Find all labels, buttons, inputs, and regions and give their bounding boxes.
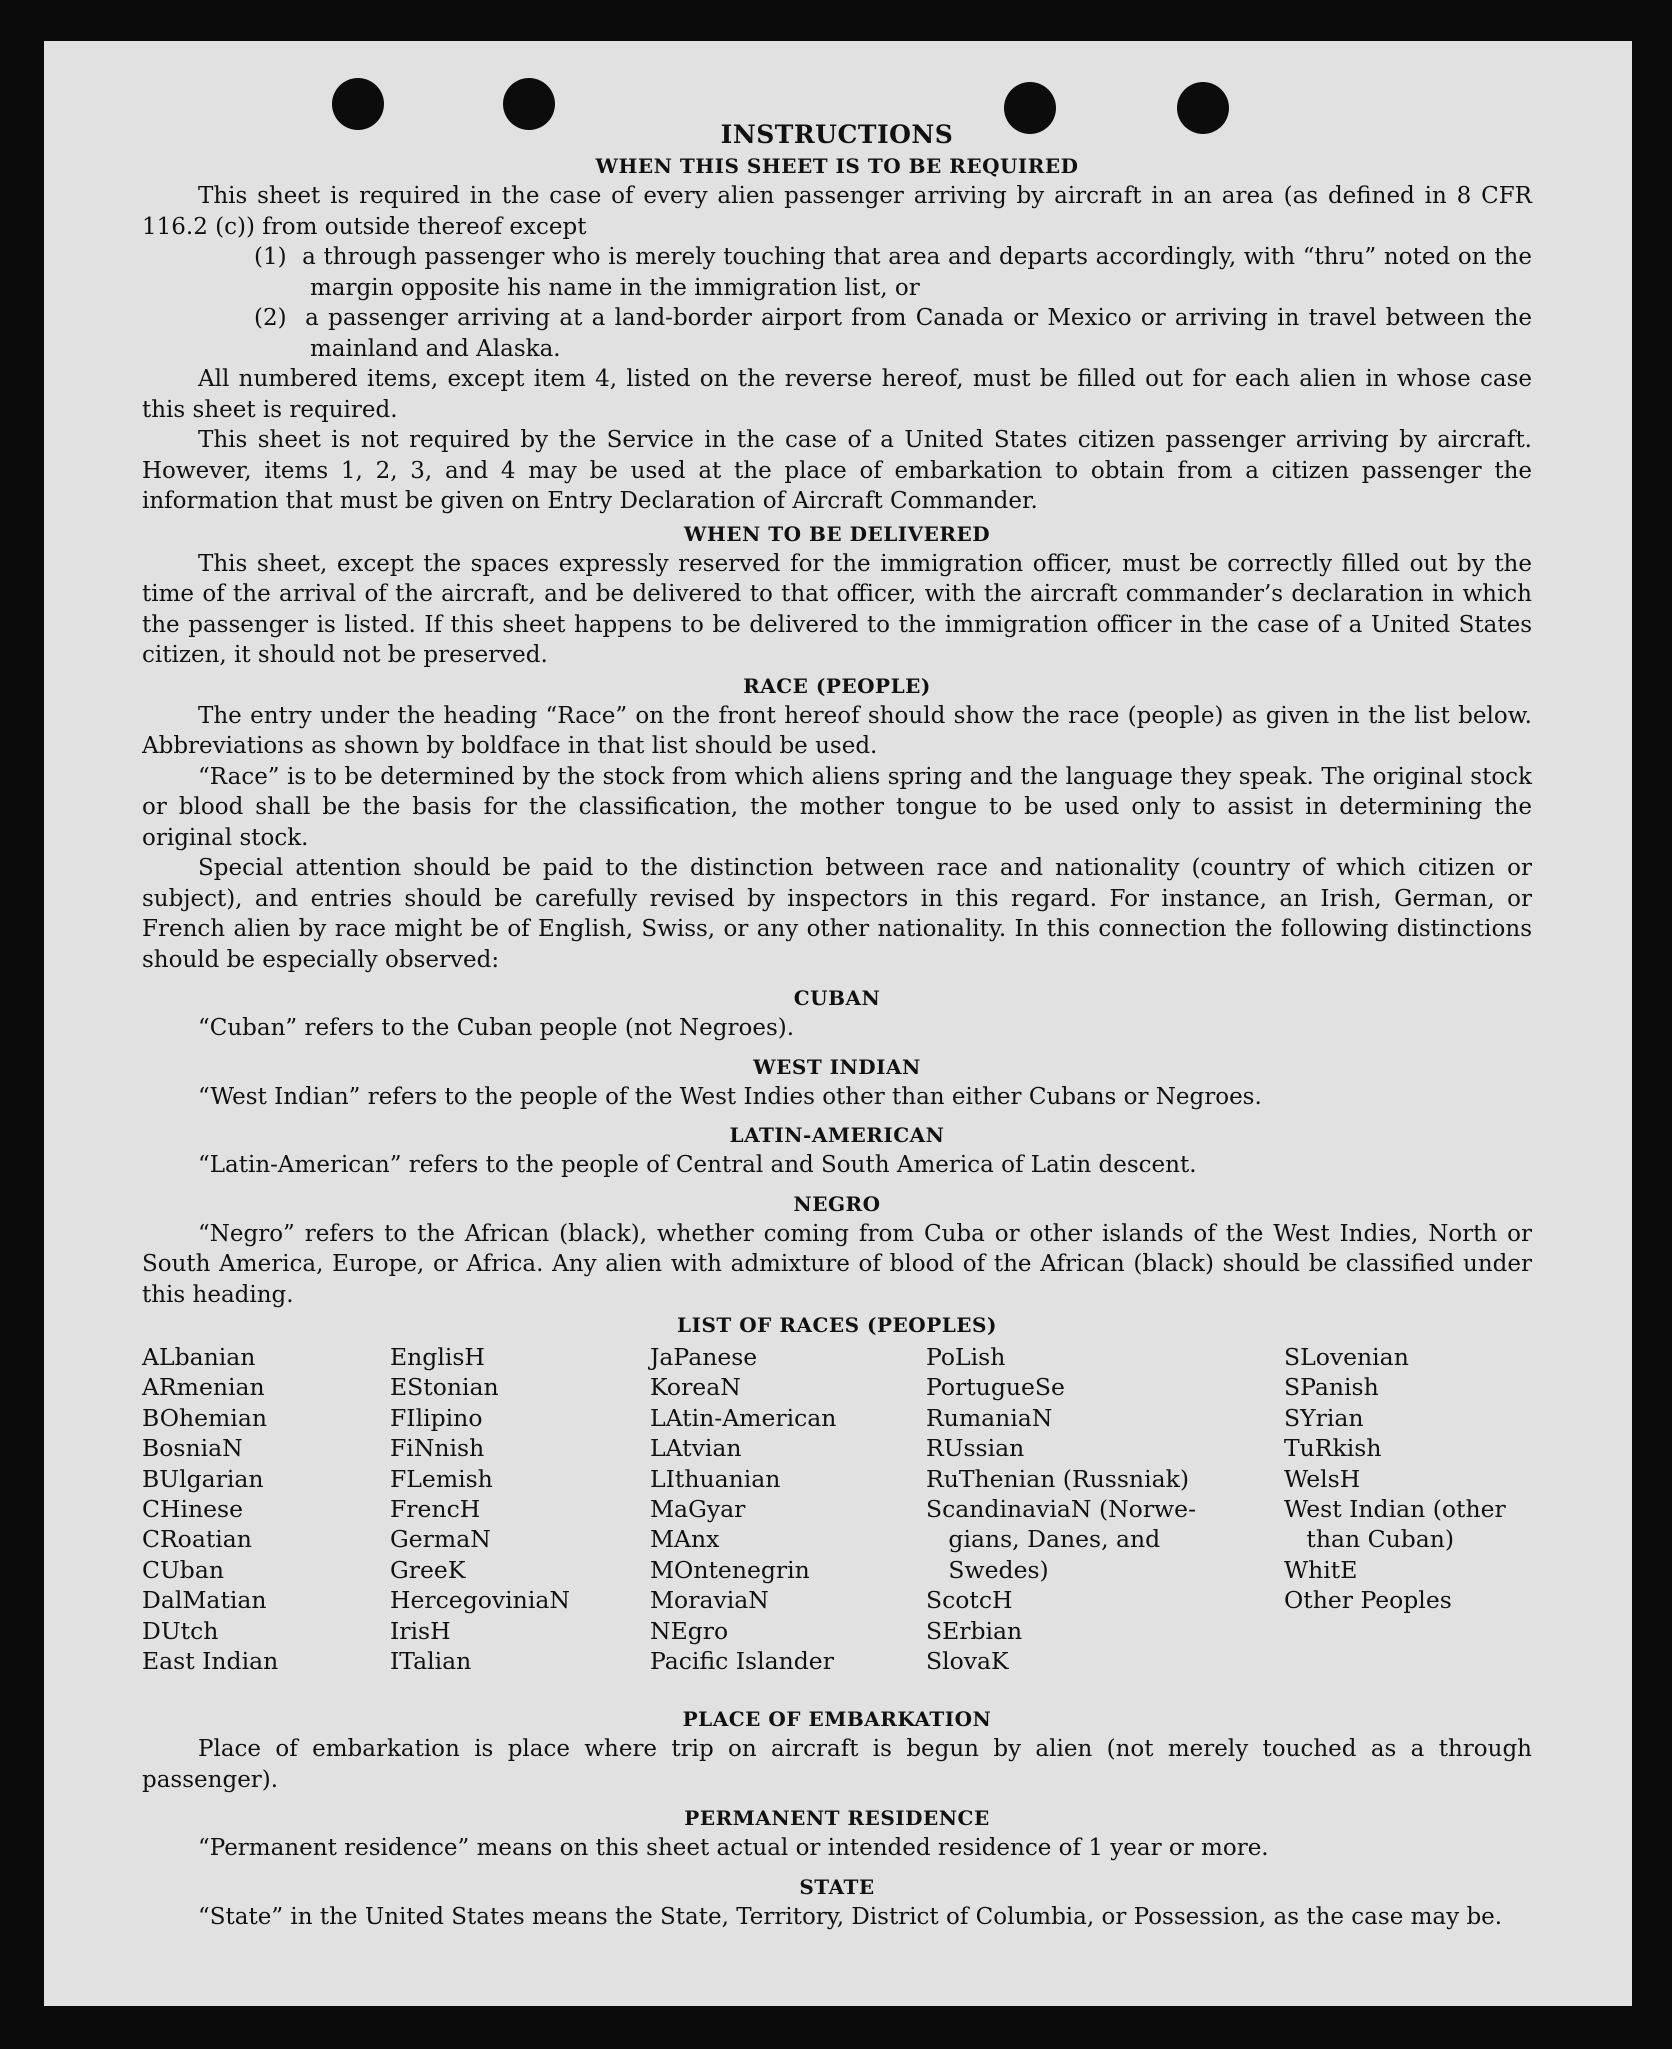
negro-text: “Negro” refers to the African (black), whether coming from Cuba or other islands of the West Indies, North or South America, Europe, or Africa. Any alien with admixture of blood of the African (black) should be classified under this heading. [142, 1220, 1532, 1308]
race-entry: DUtch [142, 1616, 219, 1645]
race-entry: SLovenian [1284, 1343, 1409, 1371]
required-intro: This sheet is required in the case of every alien passenger arriving by aircraft in an area (as defined in 8 CFR 116.2 (c)) from outside thereof except [142, 183, 1532, 240]
races-column [390, 1342, 570, 1676]
race-entry: MoraviaN [650, 1586, 769, 1615]
race-entry: Swedes) [926, 1555, 1049, 1584]
race-entry: BUlgarian [142, 1464, 264, 1493]
race-entry: FIlipino [390, 1403, 483, 1432]
instructions-content [142, 119, 1532, 1932]
race-entry: East Indian [142, 1647, 279, 1676]
race-entry: JaPanese [650, 1343, 758, 1371]
west-indian-text: “West Indian” refers to the people of the West Indies other than either Cubans or Negroes. [198, 1083, 1262, 1110]
races-column [1284, 1342, 1506, 1616]
race-entry: FrencH [390, 1495, 481, 1524]
race-entry: SErbian [926, 1616, 1023, 1645]
race-paragraph: “Race” is to be determined by the stock from which aliens spring and the language they speak. The original stock or blood shall be the basis for the classification, the mother tongue to be used only to assist in determining the original stock. [142, 763, 1532, 851]
race-entry: RUssian [926, 1434, 1025, 1463]
race-entry: IrisH [390, 1616, 451, 1645]
race-entry: HercegoviniaN [390, 1586, 570, 1615]
items-note: All numbered items, except item 4, listed on the reverse hereof, must be filled out for each alien in whose case this sheet is required. [142, 366, 1532, 423]
race-entry: PortugueSe [926, 1373, 1065, 1402]
heading-required: WHEN THIS SHEET IS TO BE REQUIRED [595, 154, 1079, 178]
latin-american-text: “Latin-American” refers to the people of Central and South America of Latin descent. [198, 1152, 1197, 1178]
race-entry: GermaN [390, 1525, 491, 1554]
heading-state: STATE [799, 1874, 875, 1899]
race-entry: LAtvian [650, 1434, 742, 1463]
races-column [926, 1342, 1196, 1676]
race-entry: gians, Danes, and [926, 1525, 1161, 1554]
race-entry: EStonian [390, 1373, 499, 1402]
race-entry: Other Peoples [1284, 1586, 1452, 1615]
race-entry: LAtin-American [650, 1403, 837, 1432]
state-text: “State” in the United States means the State, Territory, District of Columbia, or Possession, as the case may be. [198, 1903, 1503, 1930]
race-entry: CRoatian [142, 1525, 252, 1554]
heading-list-of-races: LIST OF RACES (PEOPLES) [677, 1313, 997, 1337]
heading-permanent-residence: PERMANENT RESIDENCE [684, 1806, 990, 1830]
race-entry: ScandinaviaN (Norwe- [926, 1495, 1197, 1524]
races-list [142, 1342, 1532, 1704]
race-entry: LIthuanian [650, 1464, 781, 1493]
citizen-note: This sheet is not required by the Service in the case of a United States citizen passenger arriving by aircraft. However, items 1, 2, 3, and 4 may be used at the place of embarkation to obtain from a citizen passenger the information that must be given on Entry Declaration of Aircraft Commander. [142, 427, 1532, 514]
race-entry: SlovaK [926, 1647, 1009, 1676]
heading-negro: NEGRO [793, 1191, 881, 1216]
race-entry: TuRkish [1284, 1434, 1382, 1463]
race-entry: RuThenian (Russniak) [926, 1464, 1189, 1493]
race-entry: MaGyar [650, 1495, 746, 1524]
race-entry: MAnx [650, 1525, 720, 1554]
heading-embarkation: PLACE OF EMBARKATION [682, 1707, 992, 1731]
race-entry: ARmenian [142, 1373, 265, 1402]
race-entry: WhitE [1284, 1555, 1358, 1584]
race-entry: ALbanian [142, 1343, 256, 1371]
residence-text: “Permanent residence” means on this sheet actual or intended residence of 1 year or more. [198, 1835, 1269, 1861]
heading-cuban: CUBAN [793, 986, 881, 1010]
race-entry: FiNnish [390, 1434, 485, 1463]
page-title: INSTRUCTIONS [720, 120, 954, 149]
race-paragraph: Special attention should be paid to the distinction between race and nationality (country of which citizen or subject), and entries should be carefully revised by inspectors in this regard. For instance, an Irish, German, or French alien by race might be of English, Swiss, or any other nationality. In this connection the following distinctions should be especially observed: [142, 855, 1532, 973]
race-entry: ScotcH [926, 1586, 1013, 1615]
race-entry: Pacific Islander [650, 1647, 834, 1676]
race-entry: BOhemian [142, 1403, 267, 1432]
race-entry: CHinese [142, 1495, 243, 1524]
race-entry: SYrian [1284, 1403, 1364, 1432]
exception-item: (1) a through passenger who is merely touching that area and departs accordingly, with “thru” noted on the margin opposite his name in the immigration list, or [254, 244, 1532, 301]
race-entry: ITalian [390, 1647, 472, 1676]
race-entry: GreeK [390, 1555, 466, 1584]
race-entry: SPanish [1284, 1373, 1379, 1402]
race-entry: DalMatian [142, 1586, 267, 1615]
embarkation-text: Place of embarkation is place where trip on aircraft is begun by alien (not merely touched as a through passenger). [142, 1736, 1532, 1793]
races-column [142, 1342, 278, 1676]
race-entry: FLemish [390, 1464, 493, 1493]
race-entry: PoLish [926, 1343, 1006, 1371]
races-column [650, 1342, 836, 1676]
race-entry: WelsH [1284, 1464, 1361, 1493]
heading-west-indian: WEST INDIAN [753, 1054, 921, 1079]
race-entry: KoreaN [650, 1373, 741, 1402]
race-entry: BosniaN [142, 1434, 243, 1463]
race-entry: CUban [142, 1555, 224, 1584]
heading-delivered: WHEN TO BE DELIVERED [683, 521, 991, 546]
heading-latin-american: LATIN-AMERICAN [729, 1123, 945, 1147]
race-entry: than Cuban) [1284, 1525, 1455, 1554]
cuban-text: “Cuban” refers to the Cuban people (not Negroes). [198, 1015, 795, 1041]
race-entry: West Indian (other [1284, 1495, 1506, 1524]
exception-item: (2) a passenger arriving at a land-border airport from Canada or Mexico or arriving in travel between the mainland and Alaska. [254, 305, 1532, 362]
delivered-text: This sheet, except the spaces expressly reserved for the immigration officer, must be correctly filled out by the time of the arrival of the aircraft, and be delivered to that officer, with the aircraft commander’s declaration in which the passenger is listed. If this sheet happens to be delivered to the immigration officer in the case of a United States citizen, it should not be preserved. [142, 550, 1532, 668]
race-entry: RumaniaN [926, 1403, 1053, 1432]
race-entry: EnglisH [390, 1343, 485, 1371]
race-entry: NEgro [650, 1616, 729, 1645]
race-entry: MOntenegrin [650, 1555, 810, 1584]
heading-race: RACE (PEOPLE) [743, 673, 931, 698]
race-paragraph: The entry under the heading “Race” on the front hereof should show the race (people) as given in the list below. Abbreviations as shown by boldface in that list should be used. [142, 702, 1532, 759]
document-page [44, 41, 1632, 2006]
